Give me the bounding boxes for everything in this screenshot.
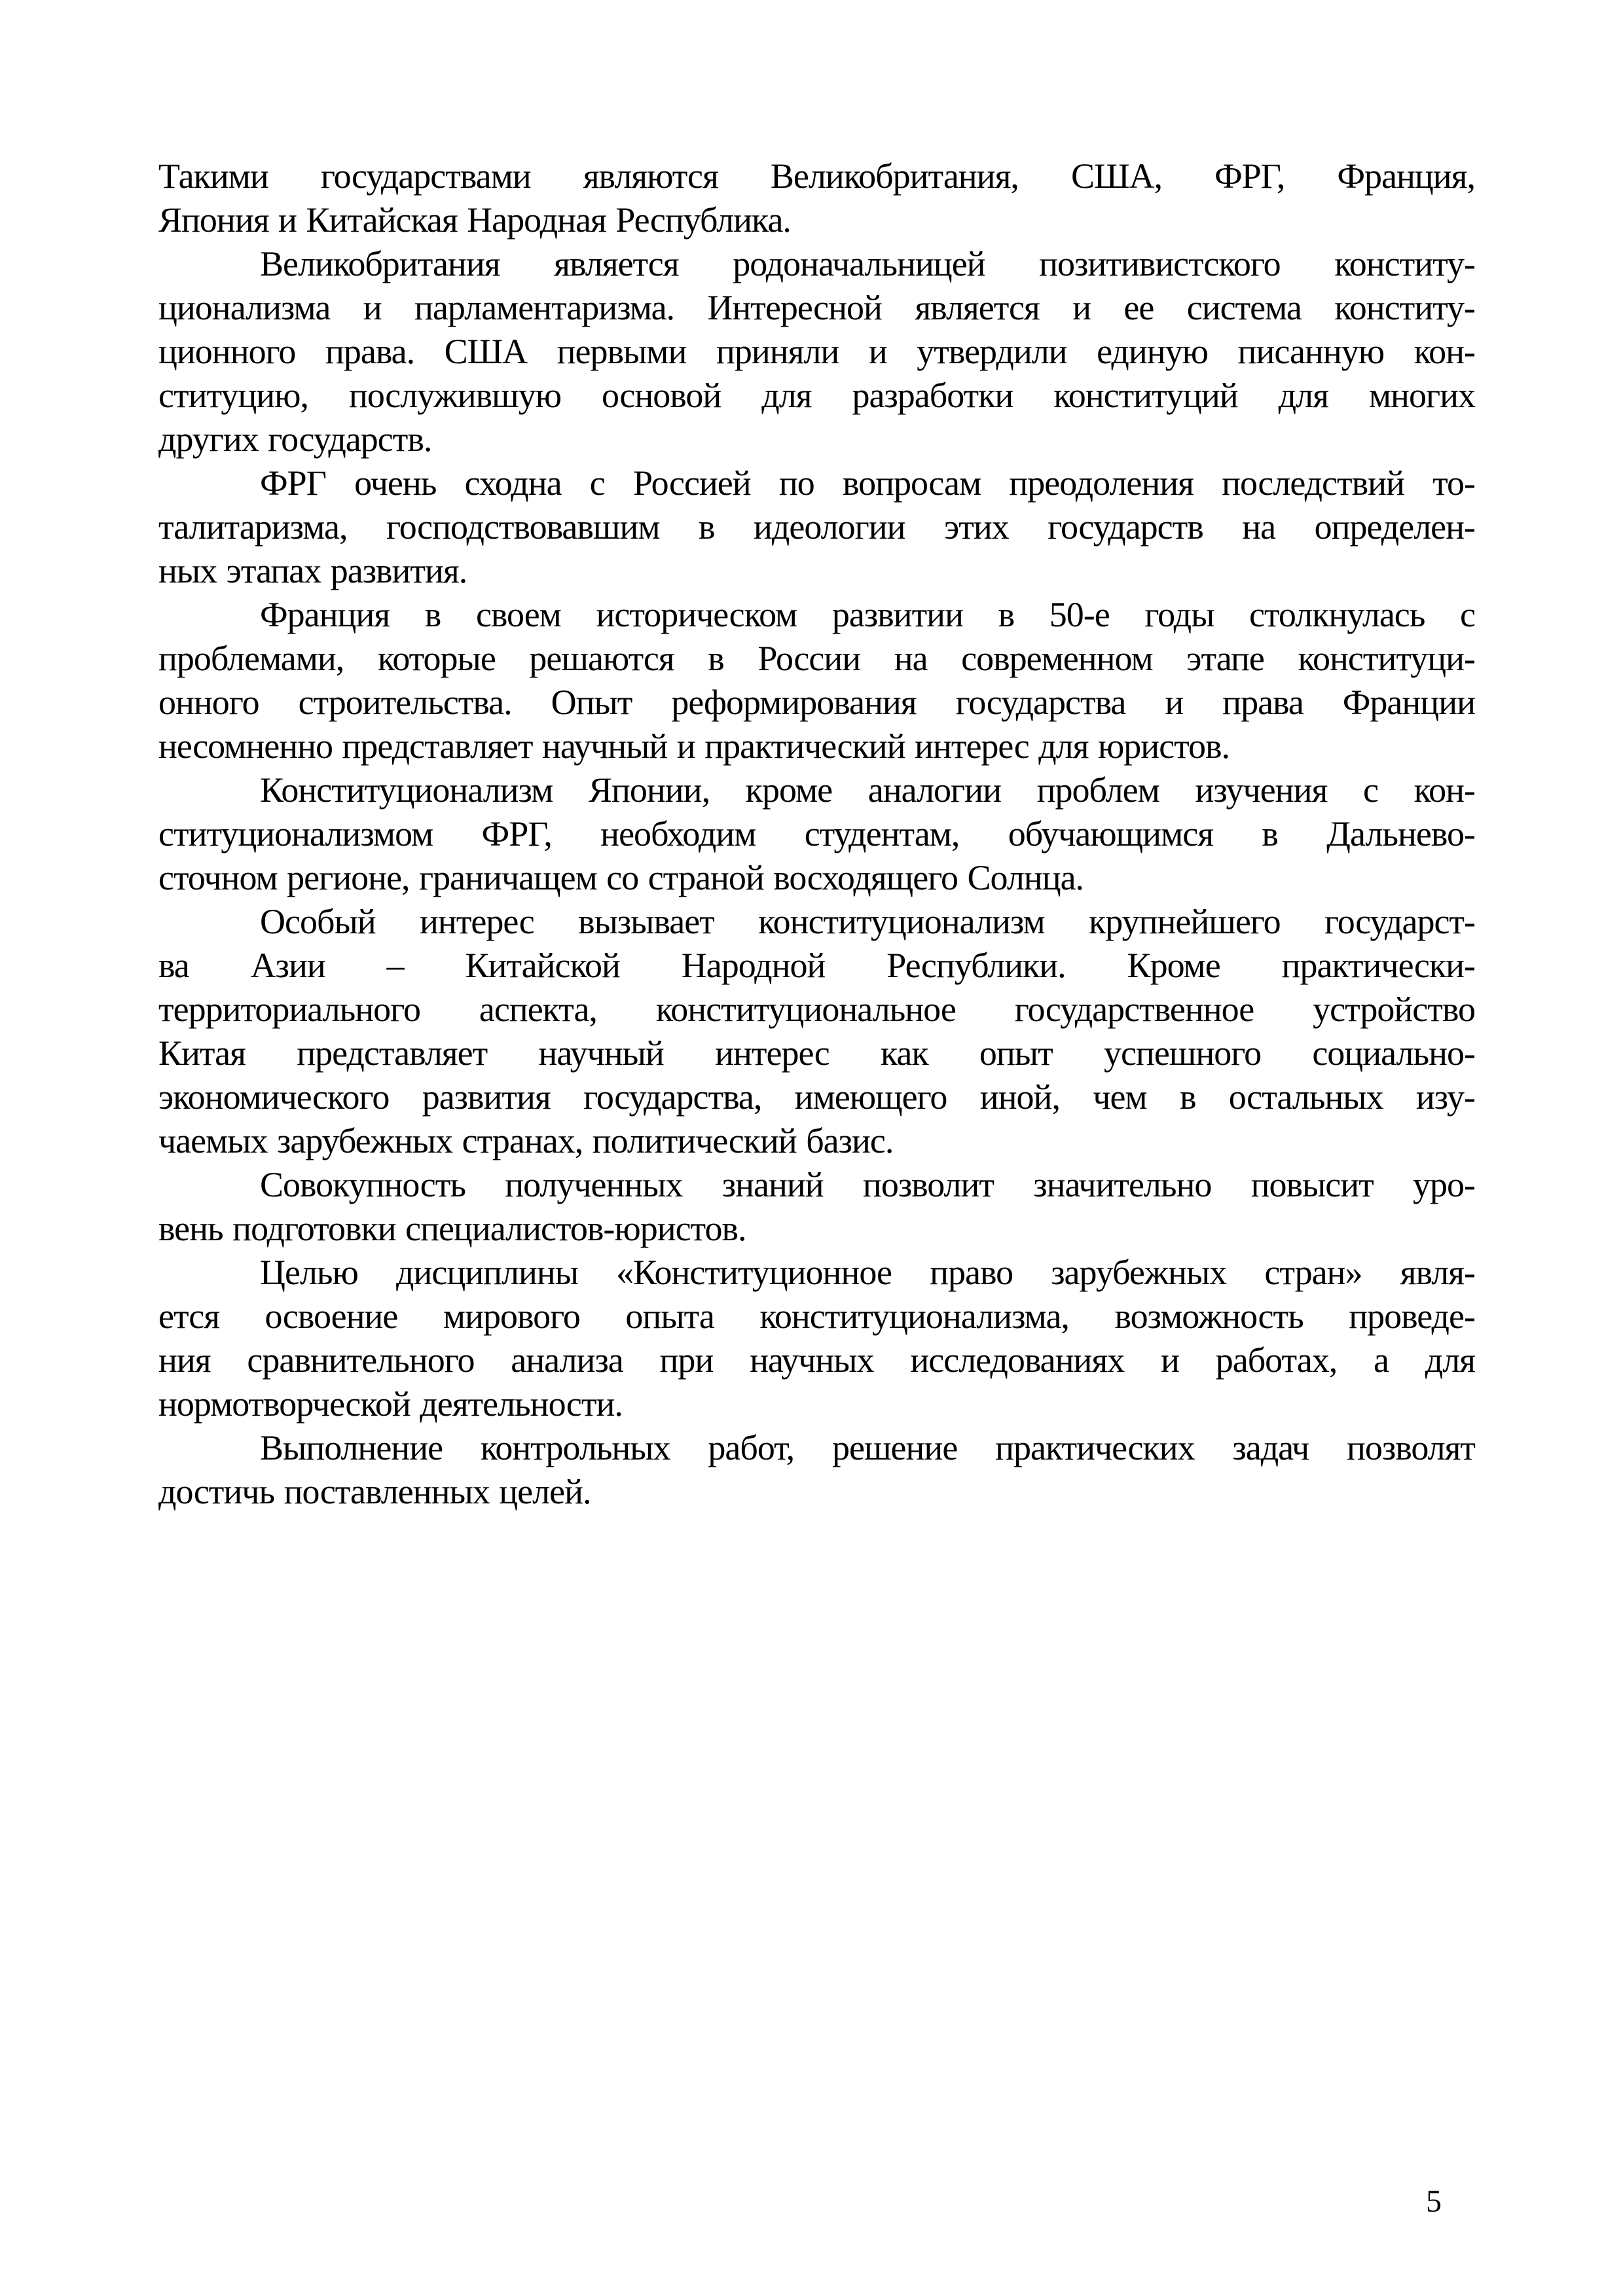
text-line: Франция в своем историческом развитии в 50-е годы столкнулась с xyxy=(260,595,1475,634)
page-number: 5 xyxy=(1426,2184,1442,2219)
text-line: ных этапах развития. xyxy=(158,551,467,590)
text-line: Великобритания является родоначальницей позитивистского конститу- xyxy=(260,244,1475,283)
text-line: других государств. xyxy=(158,420,432,459)
text-line: ФРГ очень сходна с Россией по вопросам преодоления последствий то- xyxy=(260,463,1475,503)
text-line: Совокупность полученных знаний позволит значительно повысит уро- xyxy=(260,1165,1475,1204)
text-line: ва Азии – Китайской Народной Республики. Кроме практически- xyxy=(158,946,1475,985)
paragraph xyxy=(158,900,1475,1163)
text-line: ституционализмом ФРГ, необходим студентам, обучающимся в Дальнево- xyxy=(158,814,1475,853)
text-line: онного строительства. Опыт реформирования государства и права Франции xyxy=(158,683,1475,722)
text-line: ционализма и парламентаризма. Интересной является и ее система конститу- xyxy=(158,288,1475,327)
text-line: ституцию, послужившую основой для разработки конституций для многих xyxy=(158,376,1475,415)
text-line: Выполнение контрольных работ, решение практических задач позволят xyxy=(260,1428,1475,1467)
text-line: ционного права. США первыми приняли и утвердили единую писанную кон- xyxy=(158,332,1475,371)
text-line: проблемами, которые решаются в России на современном этапе конституци- xyxy=(158,639,1475,678)
text-line: вень подготовки специалистов-юристов. xyxy=(158,1209,746,1248)
text-line: Особый интерес вызывает конституционализм крупнейшего государст- xyxy=(260,902,1475,941)
paragraph xyxy=(158,1163,1475,1251)
document-text xyxy=(158,154,1475,1514)
text-line: сточном регионе, граничащем со страной восходящего Солнца. xyxy=(158,858,1084,897)
text-line: достичь поставленных целей. xyxy=(158,1472,591,1511)
paragraph xyxy=(158,1251,1475,1426)
paragraph xyxy=(158,1426,1475,1514)
text-line: нормотворческой деятельности. xyxy=(158,1384,623,1424)
paragraph xyxy=(158,461,1475,593)
text-line: чаемых зарубежных странах, политический базис. xyxy=(158,1121,894,1160)
text-line: несомненно представляет научный и практический интерес для юристов. xyxy=(158,726,1230,766)
text-line: территориального аспекта, конституциональное государственное устройство xyxy=(158,990,1475,1029)
text-line: Конституционализм Японии, кроме аналогии проблем изучения с кон- xyxy=(260,770,1475,810)
paragraph xyxy=(158,154,1475,242)
paragraph xyxy=(158,242,1475,461)
text-line: талитаризма, господствовавшим в идеологии этих государств на определен- xyxy=(158,507,1475,547)
text-line: экономического развития государства, имеющего иной, чем в остальных изу- xyxy=(158,1077,1475,1117)
text-line: Китая представляет научный интерес как опыт успешного социально- xyxy=(158,1033,1475,1073)
text-line: ется освоение мирового опыта конституционализма, возможность проведе- xyxy=(158,1297,1475,1336)
text-line: Целью дисциплины «Конституционное право зарубежных стран» явля- xyxy=(260,1253,1475,1292)
text-line: Япония и Китайская Народная Республика. xyxy=(158,200,791,240)
text-line: ния сравнительного анализа при научных исследованиях и работах, а для xyxy=(158,1340,1475,1380)
text-line: Такими государствами являются Великобритания, США, ФРГ, Франция, xyxy=(158,156,1475,196)
paragraph xyxy=(158,768,1475,900)
paragraph xyxy=(158,593,1475,768)
